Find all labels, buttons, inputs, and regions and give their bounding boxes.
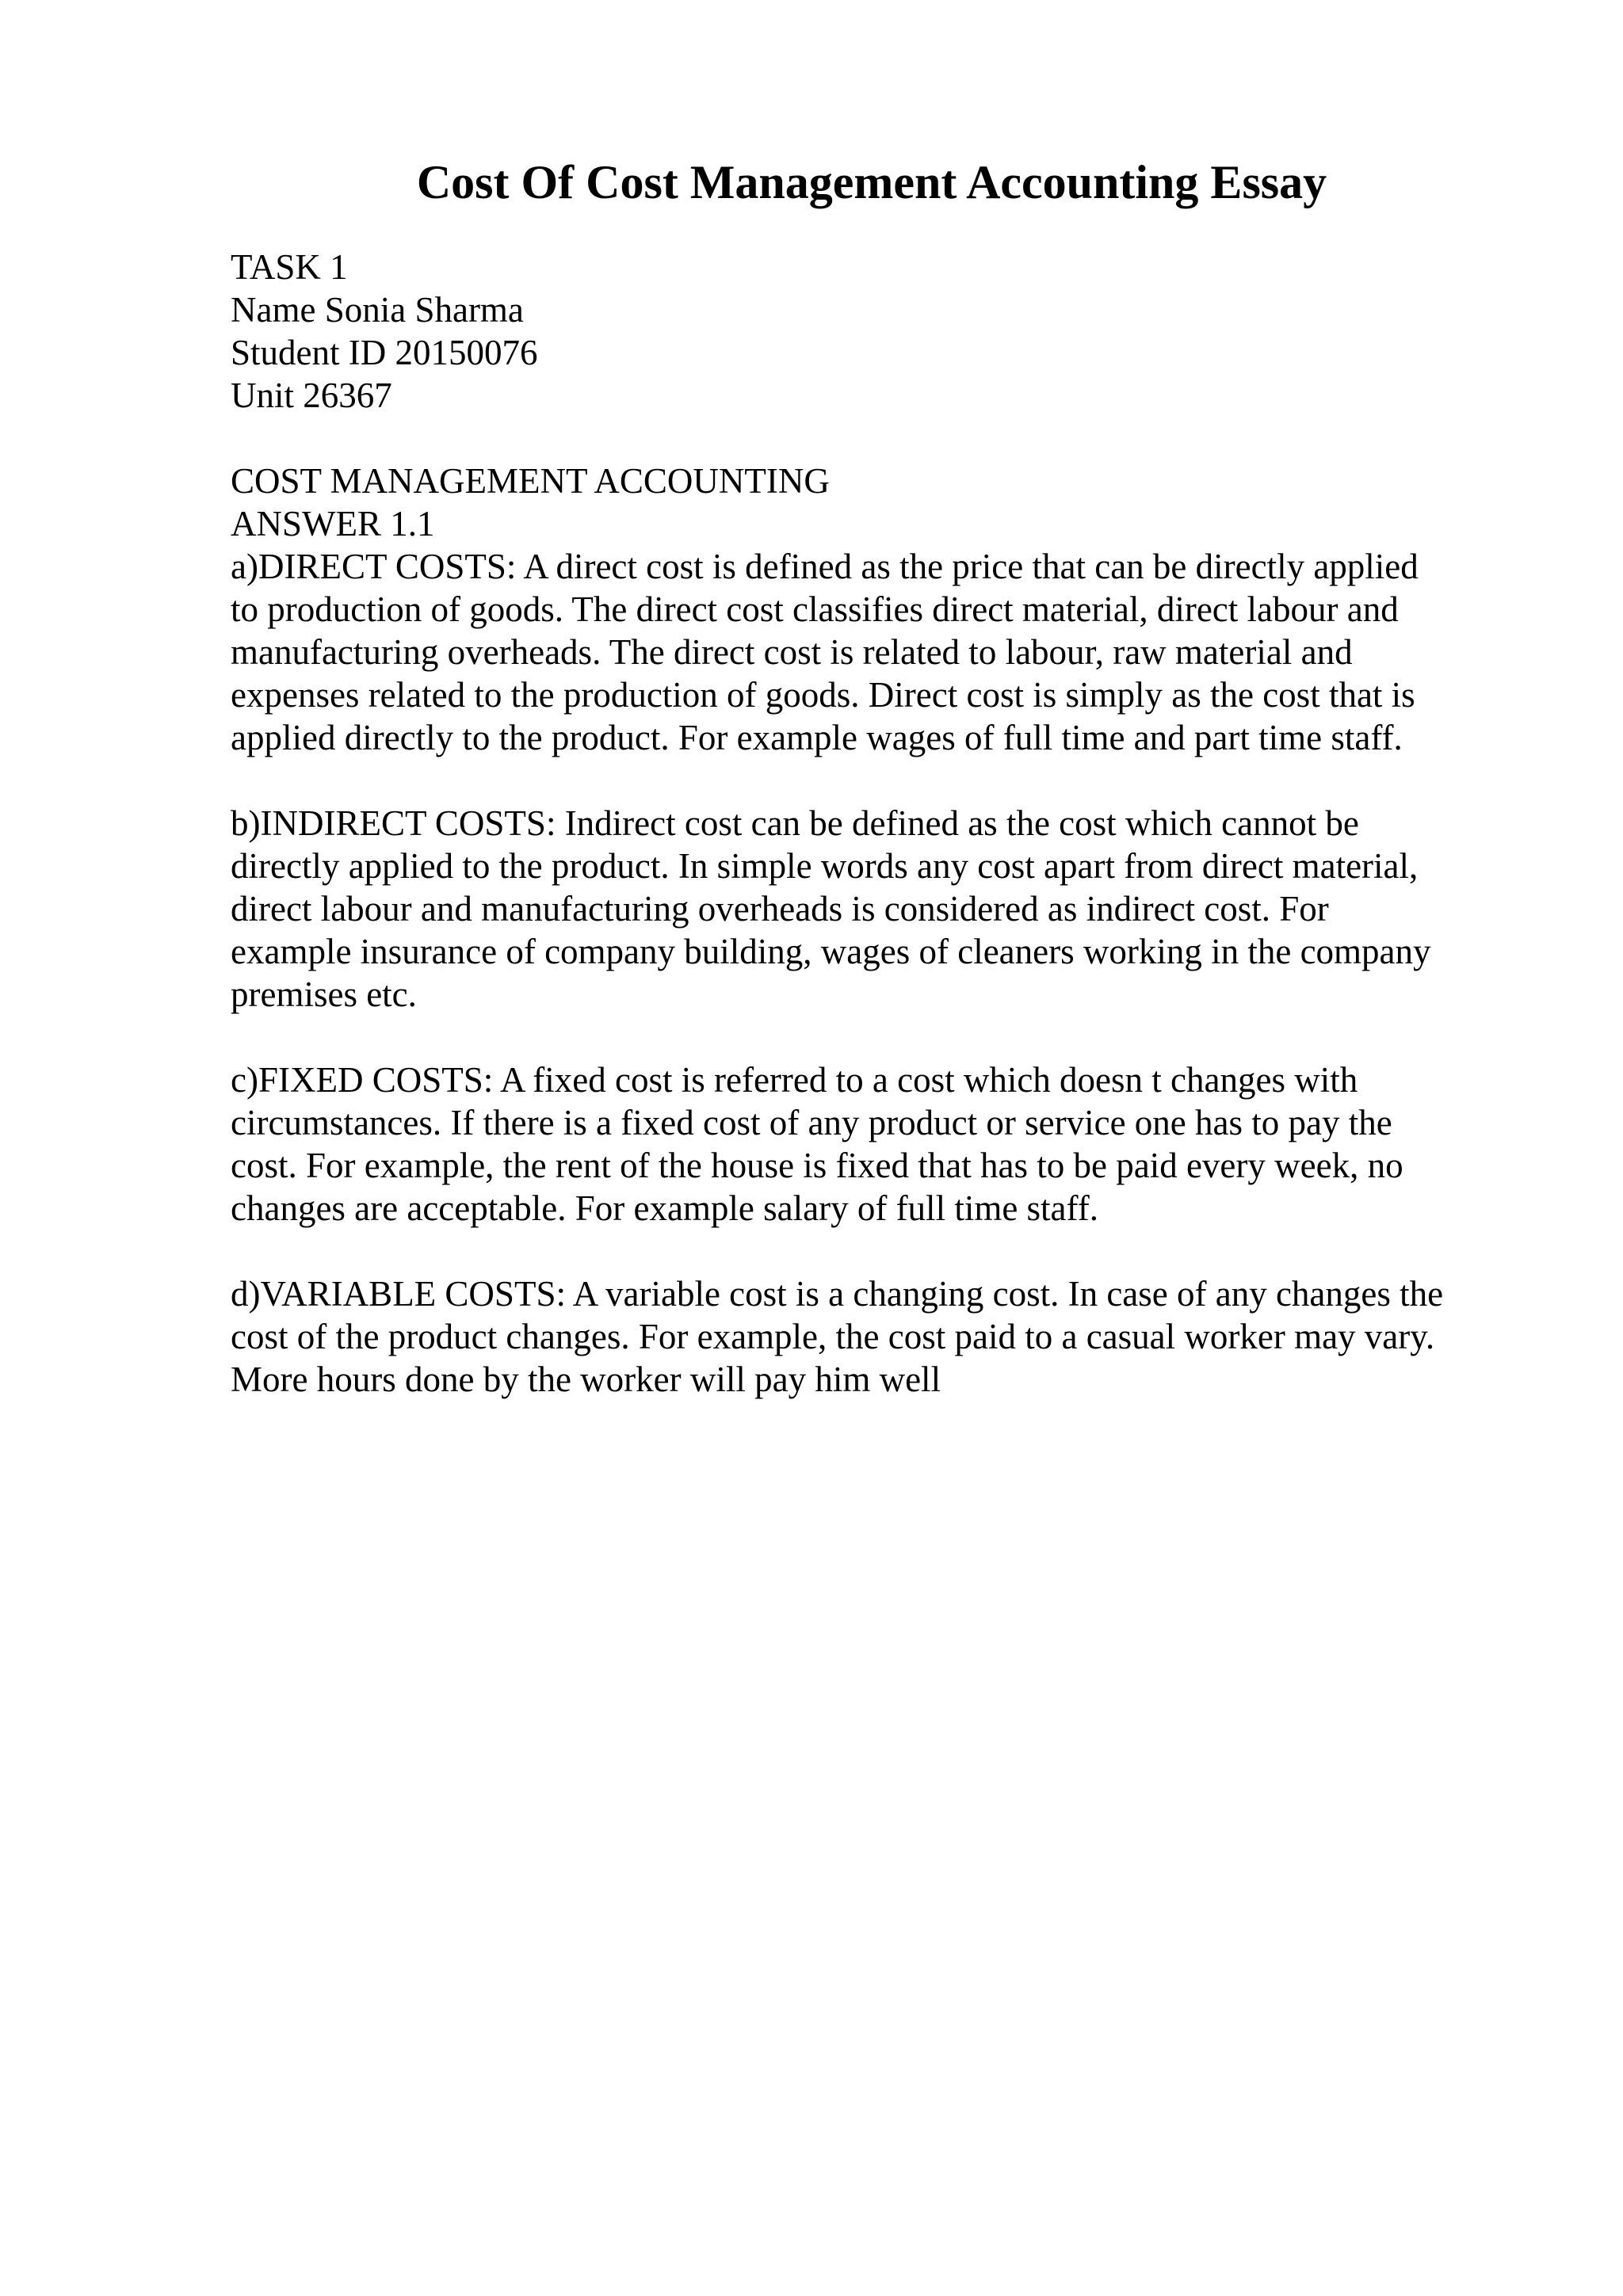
paragraph-line: b)INDIRECT COSTS: Indirect cost can be defined as the cost which cannot be: [231, 803, 1359, 843]
paragraph-line: d)VARIABLE COSTS: A variable cost is a changing cost. In case of any changes the: [231, 1274, 1444, 1314]
paragraph-line: direct labour and manufacturing overheads is considered as indirect cost. For: [231, 889, 1329, 929]
answer-label: ANSWER 1.1: [231, 504, 435, 543]
paragraph-line: applied directly to the product. For example wages of full time and part time staff.: [231, 718, 1403, 757]
paragraph-line: More hours done by the worker will pay him well: [231, 1360, 941, 1399]
task-line: TASK 1: [231, 247, 348, 287]
paragraph-line: changes are acceptable. For example salary of full time staff.: [231, 1188, 1098, 1228]
paragraph-direct-costs: [231, 545, 1578, 759]
paragraph-indirect-costs: [231, 802, 1578, 1016]
spacer: [231, 417, 1578, 460]
paragraph-line: expenses related to the production of goods. Direct cost is simply as the cost that is: [231, 675, 1415, 715]
spacer: [231, 759, 1578, 802]
paragraph-line: c)FIXED COSTS: A fixed cost is referred to a cost which doesn t changes with: [231, 1060, 1358, 1100]
paragraph-line: premises etc.: [231, 974, 417, 1014]
student-id-line: Student ID 20150076: [231, 333, 538, 372]
paragraph-line: cost. For example, the rent of the house is fixed that has to be paid every week, no: [231, 1146, 1403, 1185]
paragraph-line: to production of goods. The direct cost classifies direct material, direct labour and: [231, 589, 1399, 629]
paragraph-line: directly applied to the product. In simple words any cost apart from direct material,: [231, 846, 1419, 886]
spacer: [231, 1016, 1578, 1058]
paragraph-variable-costs: [231, 1272, 1578, 1401]
paragraph-fixed-costs: [231, 1058, 1578, 1230]
document-body: [231, 246, 1578, 1401]
section-heading: COST MANAGEMENT ACCOUNTING: [231, 461, 830, 501]
paragraph-line: cost of the product changes. For example, the cost paid to a casual worker may vary.: [231, 1317, 1435, 1356]
unit-line: Unit 26367: [231, 376, 392, 415]
paragraph-line: circumstances. If there is a fixed cost of any product or service one has to pay the: [231, 1103, 1392, 1142]
name-line: Name Sonia Sharma: [231, 290, 524, 330]
header-block: [231, 246, 1578, 417]
paragraph-line: a)DIRECT COSTS: A direct cost is defined as the price that can be directly applied: [231, 547, 1419, 586]
spacer: [231, 1230, 1578, 1272]
paragraph-line: manufacturing overheads. The direct cost is related to labour, raw material and: [231, 632, 1353, 672]
paragraph-line: example insurance of company building, wages of cleaners working in the company: [231, 932, 1431, 971]
document-title: Cost Of Cost Management Accounting Essay: [416, 156, 1327, 208]
